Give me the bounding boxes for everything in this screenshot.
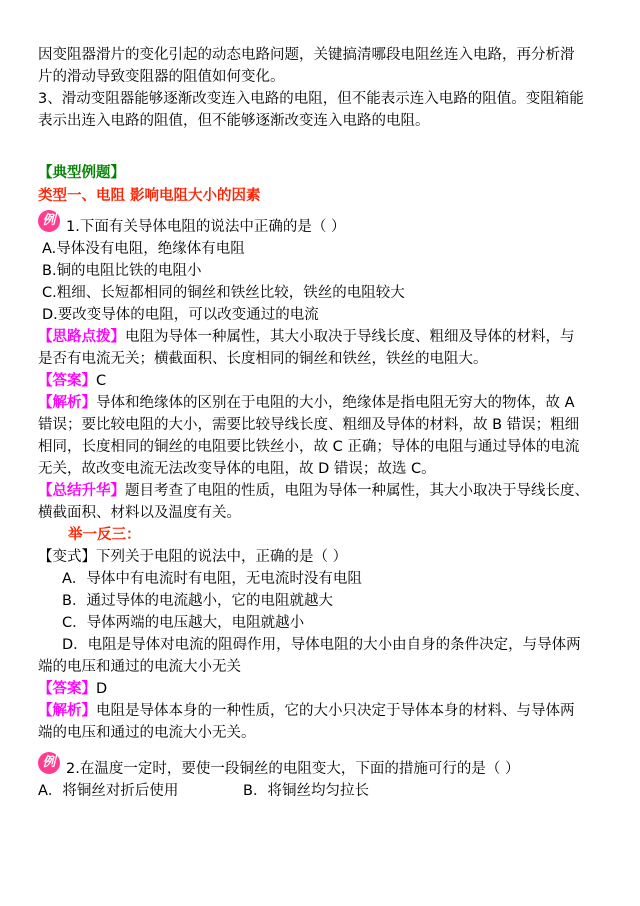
- q1-analysis: [38, 392, 613, 414]
- summary-text-1: 题目考查了电阻的性质，电阻为导体一种属性，其大小取决于导线长度、: [125, 483, 589, 499]
- summary-text-2: 横截面积、材料以及温度有关。: [38, 505, 241, 521]
- section-title: 【典型例题】: [38, 165, 125, 181]
- type-title: 类型一、电阻 影响电阻大小的因素: [38, 188, 261, 204]
- variant-analysis: [38, 700, 613, 722]
- analysis-text-4: 无关，故改变电流无法改变导体的电阻，故 D 错误；故选 C。: [38, 461, 436, 477]
- answer-value: C: [96, 373, 107, 389]
- hint-text-2: 是否有电流无关；横截面积、长度相同的铜丝和铁丝，铁丝的电阻大。: [38, 351, 488, 367]
- variant-stem: 下列关于电阻的说法中，正确的是（ ）: [96, 549, 348, 565]
- analysis-text-3: 相同，长度相同的铜丝的电阻要比铁丝小，故 C 正确；导体的电阻与通过导体的电流: [38, 439, 580, 455]
- q1-option-a: A.导体没有电阻，绝缘体有电阻: [42, 241, 245, 257]
- variant-answer: [38, 678, 613, 700]
- q2-option-a: A．将铜丝对折后使用: [38, 783, 179, 799]
- intro-line-3: 3、滑动变阻器能够逐渐改变连入电路的电阻，但不能表示连入电路的阻值。变阻箱能: [38, 91, 584, 107]
- q1-hint: [38, 326, 613, 348]
- q2-option-b: B．将铜丝均匀拉长: [243, 783, 369, 799]
- q2-options: [38, 780, 613, 802]
- analysis-label: 【解析】: [38, 395, 96, 411]
- question-1: [38, 213, 613, 238]
- variant-answer-label: 【答案】: [38, 681, 96, 697]
- intro-line-1: 因变阻器滑片的变化引起的动态电路问题，关键搞清哪段电阻丝连入电路，再分析滑: [38, 47, 575, 63]
- analysis-text-1: 导体和绝缘体的区别在于电阻的大小，绝缘体是指电阻无穷大的物体，故 A: [96, 395, 575, 411]
- example-badge-2: 例: [38, 752, 60, 774]
- question-2: [38, 755, 613, 780]
- document-page: [38, 44, 613, 802]
- variant-heading: 举一反三：: [68, 527, 141, 543]
- variant-option-a: A．导体中有电流时有电阻，无电流时没有电阻: [62, 571, 362, 587]
- variant-analysis-label: 【解析】: [38, 703, 96, 719]
- intro-line-4: 表示出连入电路的阻值，但不能够逐渐改变连入电路的电阻。: [38, 113, 430, 129]
- summary-label: 【总结升华】: [38, 483, 125, 499]
- answer-label: 【答案】: [38, 373, 96, 389]
- example-badge: 例: [38, 210, 60, 232]
- variant-option-d-cont: 端的电压和通过的电流大小无关: [38, 659, 241, 675]
- hint-text-1: 电阻为导体一种属性，其大小取决于导线长度、粗细及导体的材料，与: [125, 329, 575, 345]
- intro-line-2: 片的滑动导致变阻器的阻值如何变化。: [38, 69, 285, 85]
- q1-option-b: B.铜的电阻比铁的电阻小: [42, 263, 202, 279]
- variant-option-b: B．通过导体的电流越小，它的电阻就越大: [62, 593, 333, 609]
- variant-answer-value: D: [96, 681, 108, 697]
- q1-option-d: D.要改变导体的电阻，可以改变通过的电流: [42, 307, 319, 323]
- variant-analysis-text-2: 端的电压和通过的电流大小无关。: [38, 725, 256, 741]
- q1-summary: [38, 480, 613, 502]
- q1-option-c: C.粗细、长短都相同的铜丝和铁丝比较，铁丝的电阻较大: [42, 285, 405, 301]
- analysis-text-2: 错误；要比较电阻的大小，需要比较导线长度、粗细及导体的材料，故 B 错误；粗细: [38, 417, 580, 433]
- variant-analysis-text-1: 电阻是导体本身的一种性质，它的大小只决定于导体本身的材料、与导体两: [96, 703, 575, 719]
- hint-label: 【思路点拨】: [38, 329, 125, 345]
- q1-answer: [38, 370, 613, 392]
- question-1-stem: 1.下面有关导体电阻的说法中正确的是（ ）: [66, 219, 346, 235]
- variant-question: [38, 546, 613, 568]
- variant-option-c: C．导体两端的电压越大，电阻就越小: [62, 615, 305, 631]
- variant-option-d: D．电阻是导体对电流的阻碍作用，导体电阻的大小由自身的条件决定，与导体两: [62, 637, 581, 653]
- variant-label: 【变式】: [38, 549, 96, 565]
- question-2-stem: 2.在温度一定时，要使一段铜丝的电阻变大，下面的措施可行的是（ ）: [66, 761, 520, 777]
